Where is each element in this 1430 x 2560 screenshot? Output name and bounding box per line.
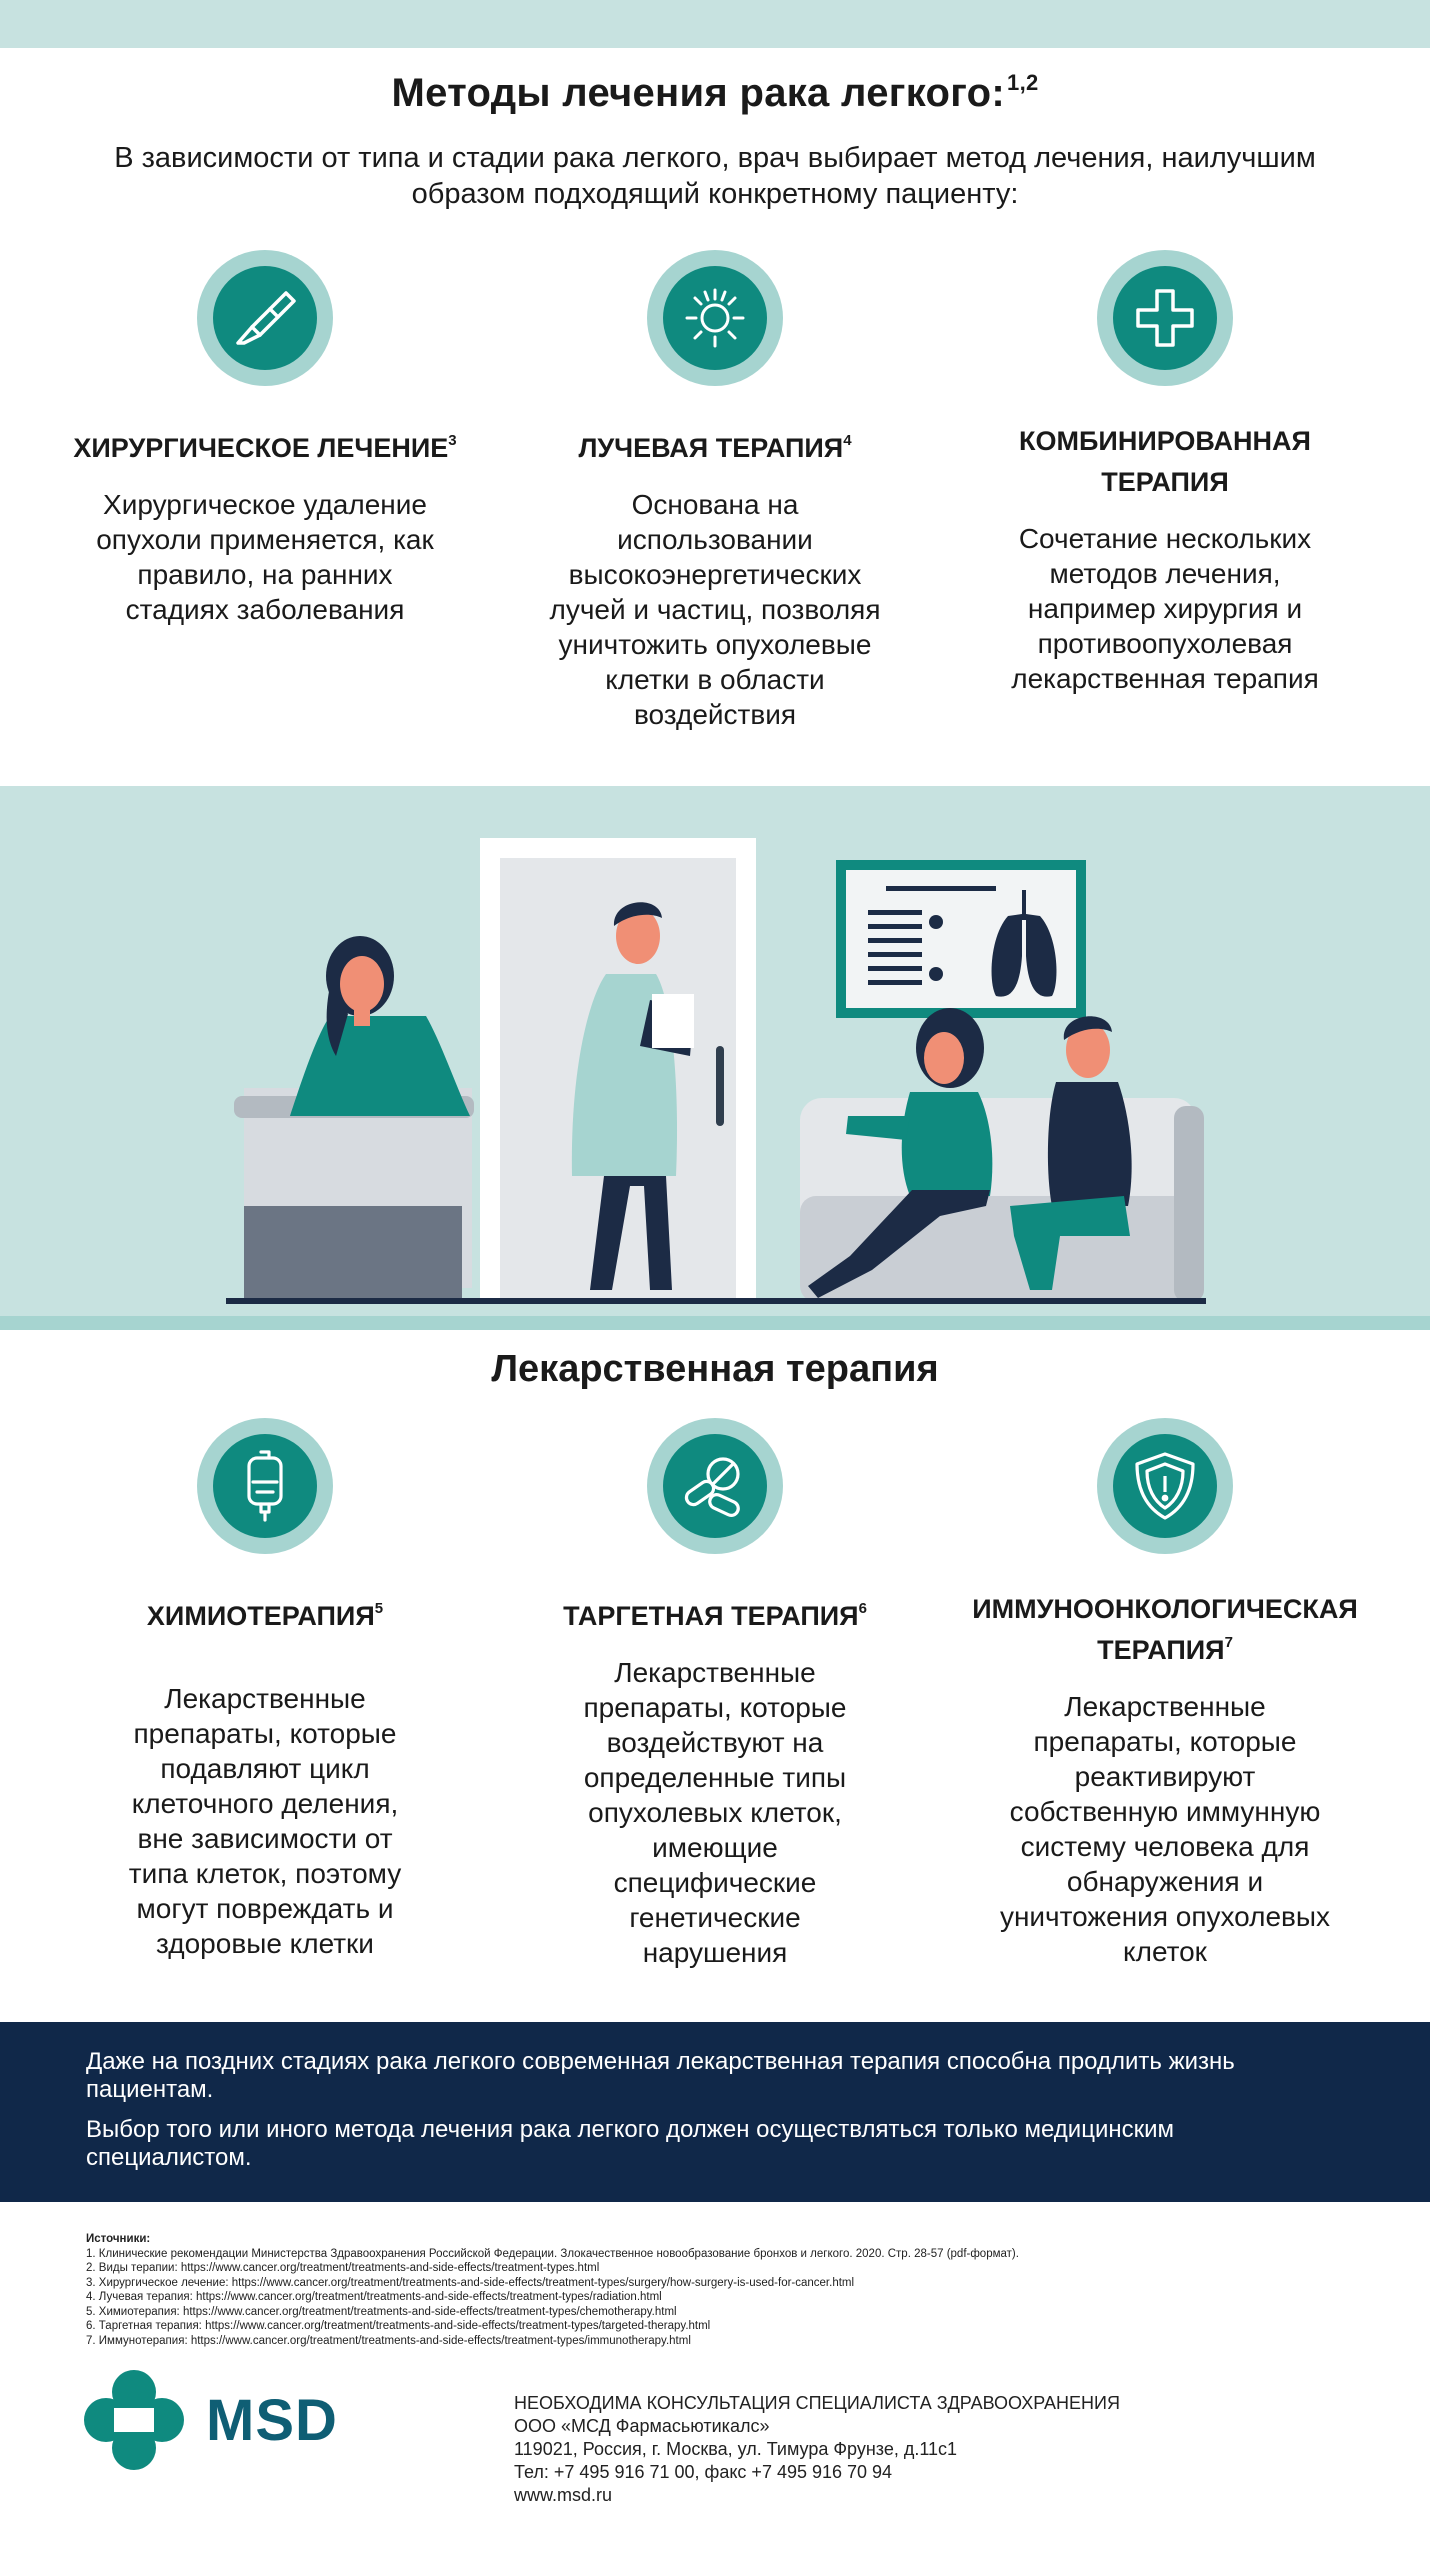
therapy-title: ИММУНООНКОЛОГИЧЕСКАЯ ТЕРАПИЯ [972,1594,1358,1665]
consult-notice: НЕОБХОДИМА КОНСУЛЬТАЦИЯ СПЕЦИАЛИСТА ЗДРАВООХРАНЕНИЯ [514,2393,1120,2413]
source-item: 4. Лучевая терапия: https://www.cancer.org/treatment/treatments-and-side-effects/treatment-types/radiation.html [86,2291,662,2303]
source-item: 2. Виды терапии: https://www.cancer.org/treatment/treatments-and-side-effects/treatment-types.html [86,2262,600,2274]
logo-text: MSD [206,2387,338,2453]
therapy-text: Лекарственные препараты, которые подавляют цикл клеточного деления, вне зависимости от типа клеток, поэтому могут повреждать и здоровые клетки [128,1683,402,1959]
source-item: 7. Иммунотерапия: https://www.cancer.org/treatment/treatments-and-side-effects/treatment-types/immunotherapy.html [86,2334,691,2347]
company-phone: Тел: +7 495 916 71 00, факс +7 495 916 70 94 [514,2462,893,2482]
sources-list [86,2232,1346,2348]
sources-title: Источники: [86,2233,151,2245]
note-line-2: Выбор того или иного метода лечения рака легкого должен осуществляться только медицинским специалистом. [86,2116,1175,2171]
note-line-1: Даже на поздних стадиях рака легкого современная лекарственная терапия способна продлить жизнь пациентам. [86,2048,1235,2103]
method-radiation: ЛУЧЕВАЯ ТЕРАПИЯ$^4$ Основана на использовании высокоэнергетических лучей и частиц, позволяя уничтожить опухолевые клетки в области воздействия [505,250,925,732]
therapy-chemo: ХИМИОТЕРАПИЯ$^5$ Лекарственные препараты, которые подавляют цикл клеточного деления, вне зависимости от типа клеток, поэтому могут повреждать и здоровые клетки [55,1418,475,1961]
therapy-text: Лекарственные препараты, которые воздействуют на определенные типы опухолевых клеток, имеющие специфические генетические нарушения [583,1657,847,1968]
therapy-targeted: ТАРГЕТНАЯ ТЕРАПИЯ$^6$ Лекарственные препараты, которые воздействуют на определенные типы опухолевых клеток, имеющие специфические генетические нарушения [505,1418,925,1970]
pills-icon [679,1450,751,1522]
page-title: Методы лечения рака легкого:$^{1,2}$ [391,70,1039,115]
therapy-title: ХИМИОТЕРАПИЯ [146,1601,375,1631]
company-address: 119021, Россия, г. Москва, ул. Тимура Фрунзе, д.11с1 [514,2439,958,2459]
therapy-immuno: ИММУНООНКОЛОГИЧЕСКАЯ ТЕРАПИЯ$^7$ Лекарственные препараты, которые реактивируют собственную иммунную систему человека для обнаружения и уничтожения опухолевых клеток [955,1418,1375,1969]
source-item: 5. Химиотерапия: https://www.cancer.org/treatment/treatments-and-side-effects/treatment-types/chemotherapy.html [86,2305,677,2318]
medical-cross-icon [1130,283,1200,353]
important-note [0,2022,1430,2202]
method-text: Хирургическое удаление опухоли применяется, как правило, на ранних стадиях заболевания [96,489,434,625]
method-surgery: ХИРУРГИЧЕСКОЕ ЛЕЧЕНИЕ$^3$ Хирургическое удаление опухоли применяется, как правило, на ранних стадиях заболевания [55,250,475,627]
iv-drip-icon [235,1448,295,1524]
company-contact [514,2392,1274,2507]
drug-therapy-title: Лекарственная терапия [491,1348,939,1390]
title-refs: 1,2 [1007,70,1039,95]
msd-logo-mark [84,2370,184,2470]
source-item: 1. Клинические рекомендации Министерства Здравоохранения Российской Федерации. Злокачественное новообразование бронхов и легкого. 2020. Стр. 28-57 (pdf-формат). [86,2247,1019,2260]
scalpel-icon [230,283,300,353]
method-title: КОМБИНИРОВАННАЯ ТЕРАПИЯ [1019,426,1311,497]
source-item: 3. Хирургическое лечение: https://www.cancer.org/treatment/treatments-and-side-effects/treatment-types/surgery/how-surgery-is-used-for-cancer.html [86,2276,855,2289]
method-title: ХИРУРГИЧЕСКОЕ ЛЕЧЕНИЕ [73,433,449,463]
therapy-text: Лекарственные препараты, которые реактивируют собственную иммунную систему человека для обнаружения и уничтожения опухолевых клеток [999,1691,1331,1967]
shield-icon [1131,1450,1199,1522]
top-band [0,0,1430,48]
clinic-illustration [0,786,1430,1330]
method-text: Основана на использовании высокоэнергетических лучей и частиц, позволяя уничтожить опухолевые клетки в области воздействия [549,489,881,730]
radiation-icon [679,282,751,354]
company-site[interactable]: www.msd.ru [514,2485,613,2505]
method-text: Сочетание нескольких методов лечения, например хирургия и противоопухолевая лекарственная терапия [1011,523,1319,694]
company-name: ООО «МСД Фармасьютикалс» [514,2416,770,2436]
intro-text: В зависимости от типа и стадии рака легкого, врач выбирает метод лечения, наилучшим образом подходящий конкретному пациенту: [114,142,1316,210]
therapy-title: ТАРГЕТНАЯ ТЕРАПИЯ [563,1601,859,1631]
method-combined [955,250,1375,696]
method-title: ЛУЧЕВАЯ ТЕРАПИЯ [578,433,844,463]
msd-logo [84,2370,338,2470]
source-item: 6. Таргетная терапия: https://www.cancer.org/treatment/treatments-and-side-effects/treatment-types/targeted-therapy.html [86,2320,711,2332]
